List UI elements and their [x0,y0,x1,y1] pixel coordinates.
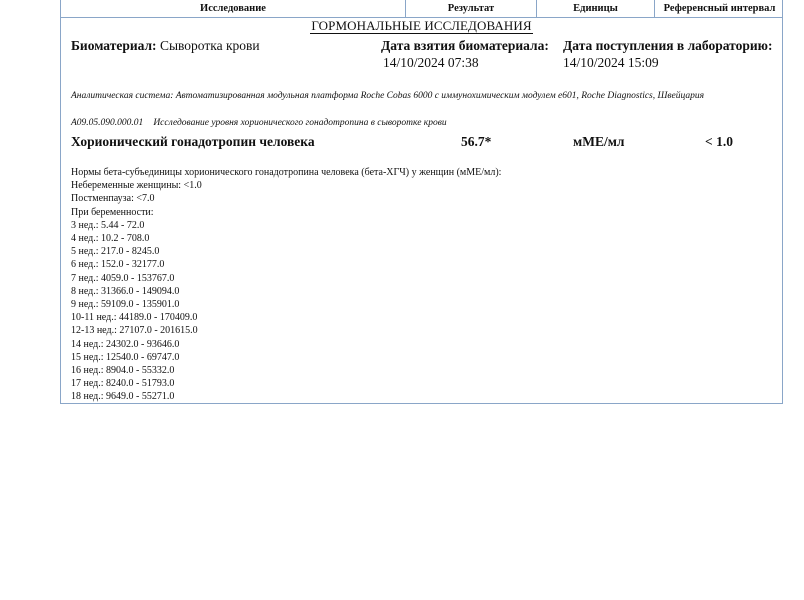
norms-line: 10-11 нед.: 44189.0 - 170409.0 [71,312,198,324]
norms-line: 16 нед.: 8904.0 - 55332.0 [71,365,175,377]
biomaterial-value: Сыворотка крови [159,38,260,53]
biomaterial-label: Биоматериал: [71,38,157,53]
norms-line: 7 нед.: 4059.0 - 153767.0 [71,272,175,284]
norms-line: Постменпауза: <7.0 [71,193,155,205]
header-units: Единицы [537,0,655,17]
receipt-date-value: 14/10/2024 15:09 [563,55,659,70]
result-units: мМЕ/мл [573,134,625,149]
norms-line: 15 нед.: 12540.0 - 69747.0 [71,351,180,363]
norms-line: 6 нед.: 152.0 - 32177.0 [71,259,165,271]
result-reference: < 1.0 [705,134,733,149]
norms-line: 4 нед.: 10.2 - 708.0 [71,233,150,245]
lab-report [60,0,783,404]
study-code-line [71,118,447,128]
biomaterial [71,38,260,54]
result-value: 56.7* [461,134,492,149]
section-title-text: ГОРМОНАЛЬНЫЕ ИССЛЕДОВАНИЯ [311,18,532,33]
header-study: Исследование [61,0,406,17]
norms-title: Нормы бета-субъединицы хорионического гонадотропина человека (бета-ХГЧ) у женщин (мМЕ/мл): [71,167,502,178]
norms-line: 8 нед.: 31366.0 - 149094.0 [71,285,180,297]
norms-line: При беременности: [71,206,154,218]
study-code: A09.05.090.000.01 [71,118,144,128]
norms-line: Небеременные женщины: <1.0 [71,180,202,192]
norms-block [71,166,501,404]
header-reference: Референсный интервал [663,3,776,14]
table-header [61,0,782,18]
norms-line: 14 нед.: 24302.0 - 93646.0 [71,338,180,350]
header-result: Результат [406,0,537,17]
norms-line: 18 нед.: 9649.0 - 55271.0 [71,391,175,403]
analyzer-info: Аналитическая система: Автоматизированная модульная платформа Roche Cobas 6000 с иммунохимическим модулем e601, Roche Diagnostics, Швейцария [71,91,705,101]
collection-date-value: 14/10/2024 07:38 [383,55,479,70]
norms-line: 17 нед.: 8240.0 - 51793.0 [71,378,175,390]
norms-line: 9 нед.: 59109.0 - 135901.0 [71,299,180,311]
collection-date-label: Дата взятия биоматериала: [381,38,549,53]
norms-line: 12-13 нед.: 27107.0 - 201615.0 [71,325,198,337]
study-name: Исследование уровня хорионического гонадотропина в сыворотке крови [153,118,447,128]
norms-line: 3 нед.: 5.44 - 72.0 [71,219,145,231]
norms-line: 5 нед.: 217.0 - 8245.0 [71,246,160,258]
receipt-date-label: Дата поступления в лабораторию: [563,38,773,53]
section-title [61,18,782,34]
result-name: Хорионический гонадотропин человека [71,134,315,149]
